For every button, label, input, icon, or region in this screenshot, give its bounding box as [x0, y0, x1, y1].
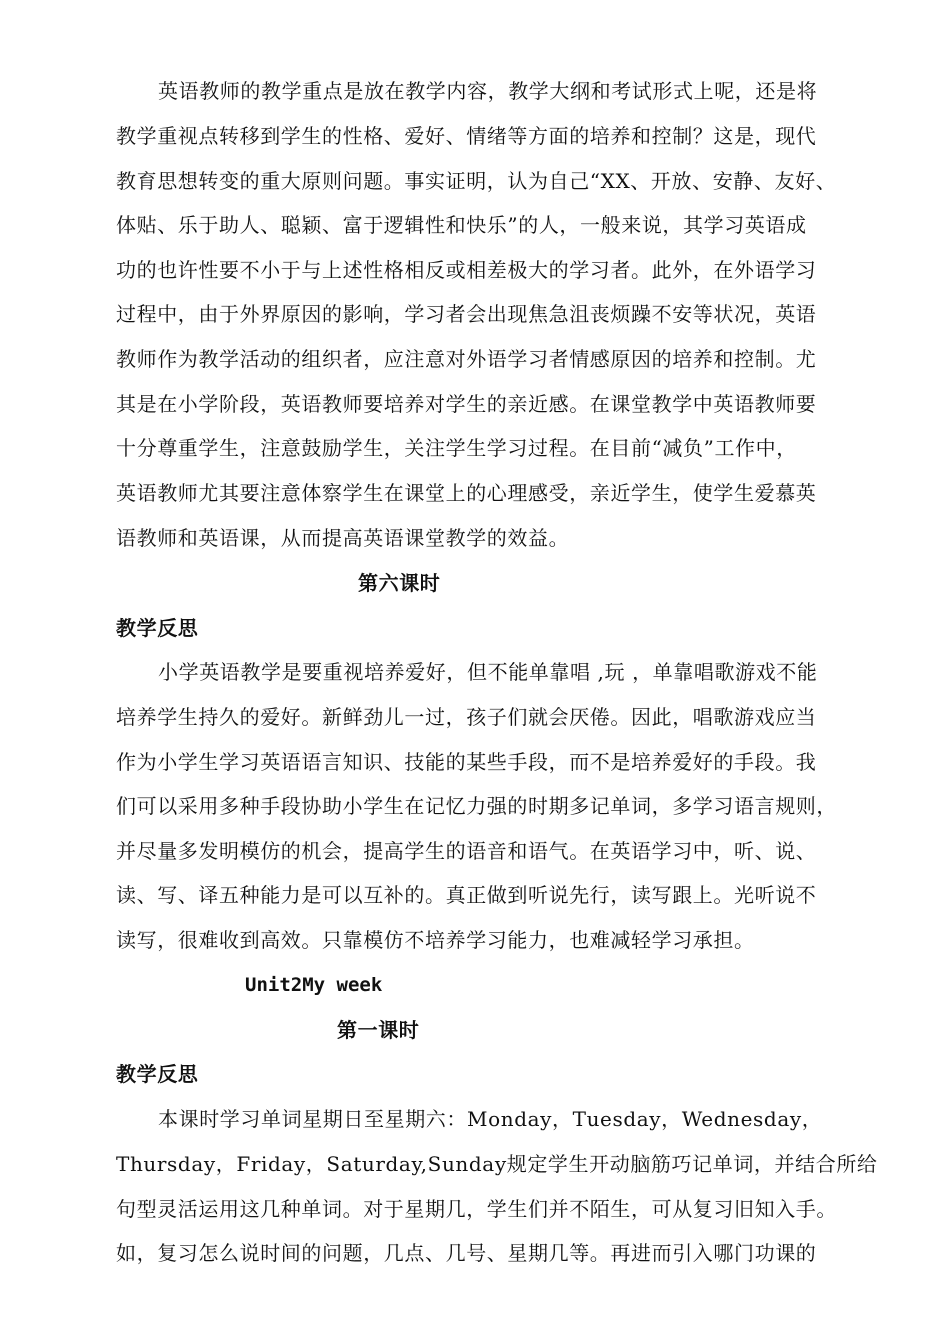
para1-line-4: 体贴、乐于助人、聪颖、富于逻辑性和快乐”的人，一般来说，其学习英语成 — [116, 213, 807, 237]
para1-line-10: 英语教师尤其要注意体察学生在课堂上的心理感受，亲近学生，使学生爱慕英 — [116, 481, 817, 505]
para3-line-2: Thursday，Friday，Saturday,Sunday规定学生开动脑筋巧记单词，并结合所给 — [116, 1152, 878, 1176]
unit-title: Unit2My week — [245, 974, 383, 996]
para2-line-4: 们可以采用多种手段协助小学生在记忆力强的时期多记单词，多学习语言规则， — [116, 794, 837, 818]
para3-line-1: 本课时学习单词星期日至星期六：Monday，Tuesday，Wednesday， — [158, 1107, 823, 1131]
lesson1-title: 第一课时 — [337, 1018, 420, 1042]
para1-line-6: 过程中，由于外界原因的影响，学习者会出现焦急沮丧烦躁不安等状况，英语 — [116, 302, 817, 326]
para1-line-1: 英语教师的教学重点是放在教学内容，教学大纲和考试形式上呢，还是将 — [158, 79, 818, 103]
para1-line-7: 教师作为教学活动的组织者，应注意对外语学习者情感原因的培养和控制。尤 — [116, 347, 817, 371]
reflection-heading-2: 教学反思 — [116, 1062, 199, 1086]
para1-line-3: 教育思想转变的重大原则问题。事实证明，认为自己“XX、开放、安静、友好、 — [116, 169, 837, 193]
para2-line-7: 读写，很难收到高效。只靠模仿不培养学习能力，也难减轻学习承担。 — [116, 928, 755, 952]
para2-line-2: 培养学生持久的爱好。新鲜劲儿一过，孩子们就会厌倦。因此，唱歌游戏应当 — [116, 705, 817, 729]
para1-line-8: 其是在小学阶段，英语教师要培养对学生的亲近感。在课堂教学中英语教师要 — [116, 392, 817, 416]
lesson6-title: 第六课时 — [358, 571, 441, 595]
para3-line-4: 如，复习怎么说时间的问题，几点、几号、星期几等。再进而引入哪门功课的 — [116, 1241, 817, 1265]
para1-line-11: 语教师和英语课，从而提高英语课堂教学的效益。 — [116, 526, 570, 550]
para1-line-5: 功的也许性要不小于与上述性格相反或相差极大的学习者。此外，在外语学习 — [116, 258, 817, 282]
para2-line-6: 读、写、译五种能力是可以互补的。真正做到听说先行，读写跟上。光听说不 — [116, 883, 817, 907]
para1-line-2: 教学重视点转移到学生的性格、爱好、情绪等方面的培养和控制？这是，现代 — [116, 124, 817, 148]
para1-line-9: 十分尊重学生，注意鼓励学生，关注学生学习过程。在目前“减负”工作中， — [116, 436, 797, 460]
reflection-heading-1: 教学反思 — [116, 616, 199, 640]
para2-line-1: 小学英语教学是要重视培养爱好，但不能单靠唱 ,玩 ，单靠唱歌游戏不能 — [158, 660, 818, 684]
para2-line-5: 并尽量多发明模仿的机会，提高学生的语音和语气。在英语学习中，听、说、 — [116, 839, 817, 863]
para3-line-3: 句型灵活运用这几种单词。对于星期几，学生们并不陌生，可从复习旧知入手。 — [116, 1197, 837, 1221]
para2-line-3: 作为小学生学习英语语言知识、技能的某些手段，而不是培养爱好的手段。我 — [116, 750, 817, 774]
